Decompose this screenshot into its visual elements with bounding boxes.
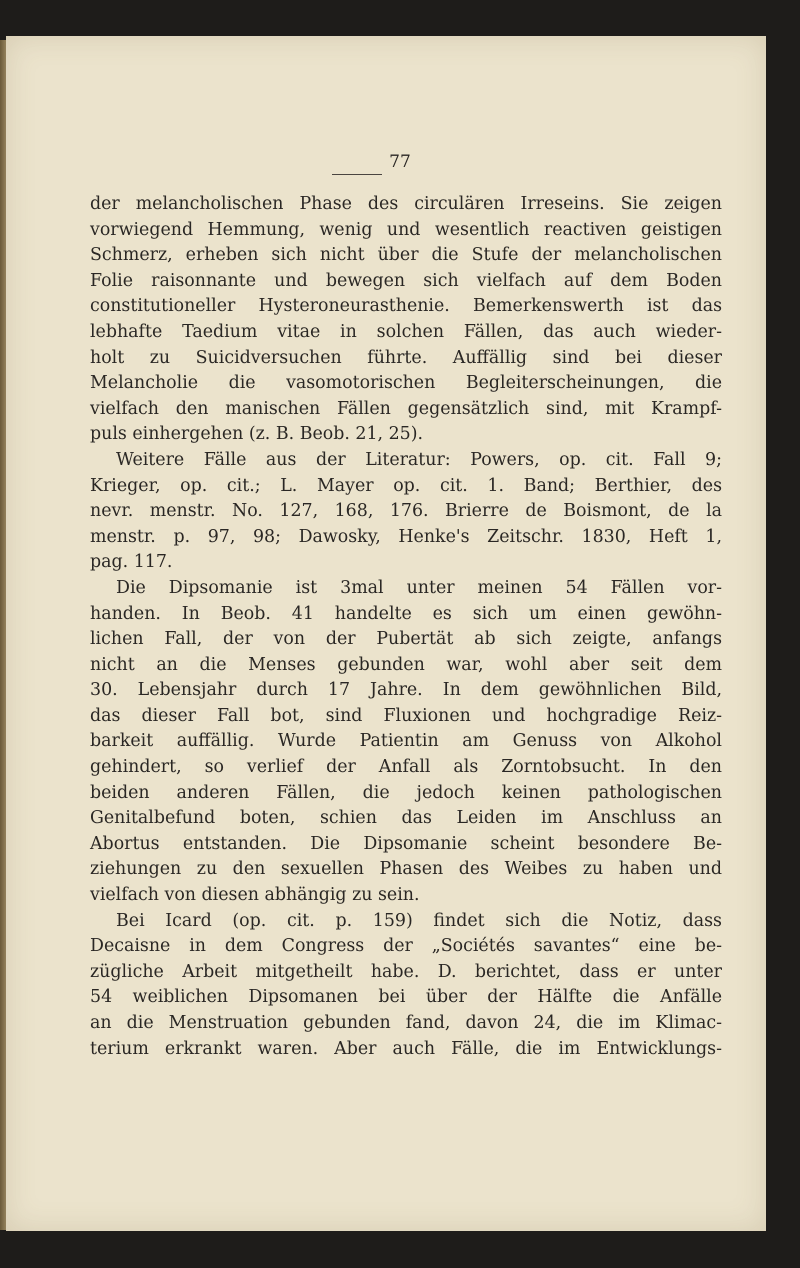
text-line: puls einhergehen (z. B. Beob. 21, 25). [90, 424, 424, 445]
text-line: Die Dipsomanie ist 3mal unter meinen 54 Fällen vor- [116, 577, 722, 598]
text-line: Decaisne in dem Congress der „Sociétés savantes“ eine be- [90, 936, 722, 957]
text-line: 30. Lebensjahr durch 17 Jahre. In dem gewöhnlichen Bild, [90, 680, 722, 701]
text-line: der melancholischen Phase des circulären Irreseins. Sie zeigen [90, 194, 722, 214]
text-line: beiden anderen Fällen, die jedoch keinen pathologischen [90, 782, 722, 803]
text-line: Krieger, op. cit.; L. Mayer op. cit. 1. Band; Berthier, des [90, 475, 722, 496]
text-line: Weitere Fälle aus der Literatur: Powers, op. cit. Fall 9; [116, 449, 722, 470]
text-line: das dieser Fall bot, sind Fluxionen und hochgradige Reiz- [90, 705, 722, 726]
text-line: Folie raisonnante und bewegen sich vielfach auf dem Boden [90, 270, 722, 291]
text-line: ziehungen zu den sexuellen Phasen des Weibes zu haben und [90, 859, 722, 880]
text-line: Schmerz, erheben sich nicht über die Stufe der melancholischen [90, 245, 722, 266]
text-line: nicht an die Menses gebunden war, wohl aber seit dem [90, 654, 722, 675]
text-line: handen. In Beob. 41 handelte es sich um einen gewöhn- [90, 603, 722, 624]
text-line: Melancholie die vasomotorischen Begleiterscheinungen, die [90, 373, 722, 394]
page-number-rule [332, 174, 382, 175]
text-line: gehindert, so verlief der Anfall als Zorntobsucht. In den [90, 757, 722, 778]
text-line: lebhafte Taedium vitae in solchen Fällen, das auch wieder- [90, 321, 722, 342]
text-line: zügliche Arbeit mitgetheilt habe. D. berichtet, dass er unter [90, 961, 722, 982]
text-line: Genitalbefund boten, schien das Leiden im Anschluss an [90, 808, 722, 829]
text-line: vielfach von diesen abhängig zu sein. [90, 885, 420, 906]
text-line: vielfach den manischen Fällen gegensätzlich sind, mit Krampf- [90, 398, 722, 419]
text-line: menstr. p. 97, 98; Dawosky, Henke's Zeitschr. 1830, Heft 1, [90, 526, 722, 547]
page-number: 77 [389, 152, 411, 172]
text-line: vorwiegend Hemmung, wenig und wesentlich reactiven geistigen [90, 219, 722, 240]
text-line: terium erkrankt waren. Aber auch Fälle, die im Entwicklungs- [90, 1038, 722, 1059]
text-line: Abortus entstanden. Die Dipsomanie scheint besondere Be- [90, 833, 722, 854]
text-line: 54 weiblichen Dipsomanen bei über der Hälfte die Anfälle [90, 987, 722, 1008]
text-line: constitutioneller Hysteroneurasthenie. Bemerkenswerth ist das [90, 296, 722, 317]
text-line: barkeit auffällig. Wurde Patientin am Genuss von Alkohol [90, 731, 722, 752]
text-line: lichen Fall, der von der Pubertät ab sich zeigte, anfangs [90, 629, 722, 650]
body-text [90, 192, 722, 1062]
text-line: holt zu Suicidversuchen führte. Auffällig sind bei dieser [90, 347, 722, 368]
text-line: Bei Icard (op. cit. p. 159) findet sich die Notiz, dass [116, 910, 722, 931]
text-line: nevr. menstr. No. 127, 168, 176. Brierre de Boismont, de la [90, 501, 722, 522]
text-line: an die Menstruation gebunden fand, davon 24, die im Klimac- [90, 1013, 722, 1033]
text-line: pag. 117. [90, 552, 173, 573]
